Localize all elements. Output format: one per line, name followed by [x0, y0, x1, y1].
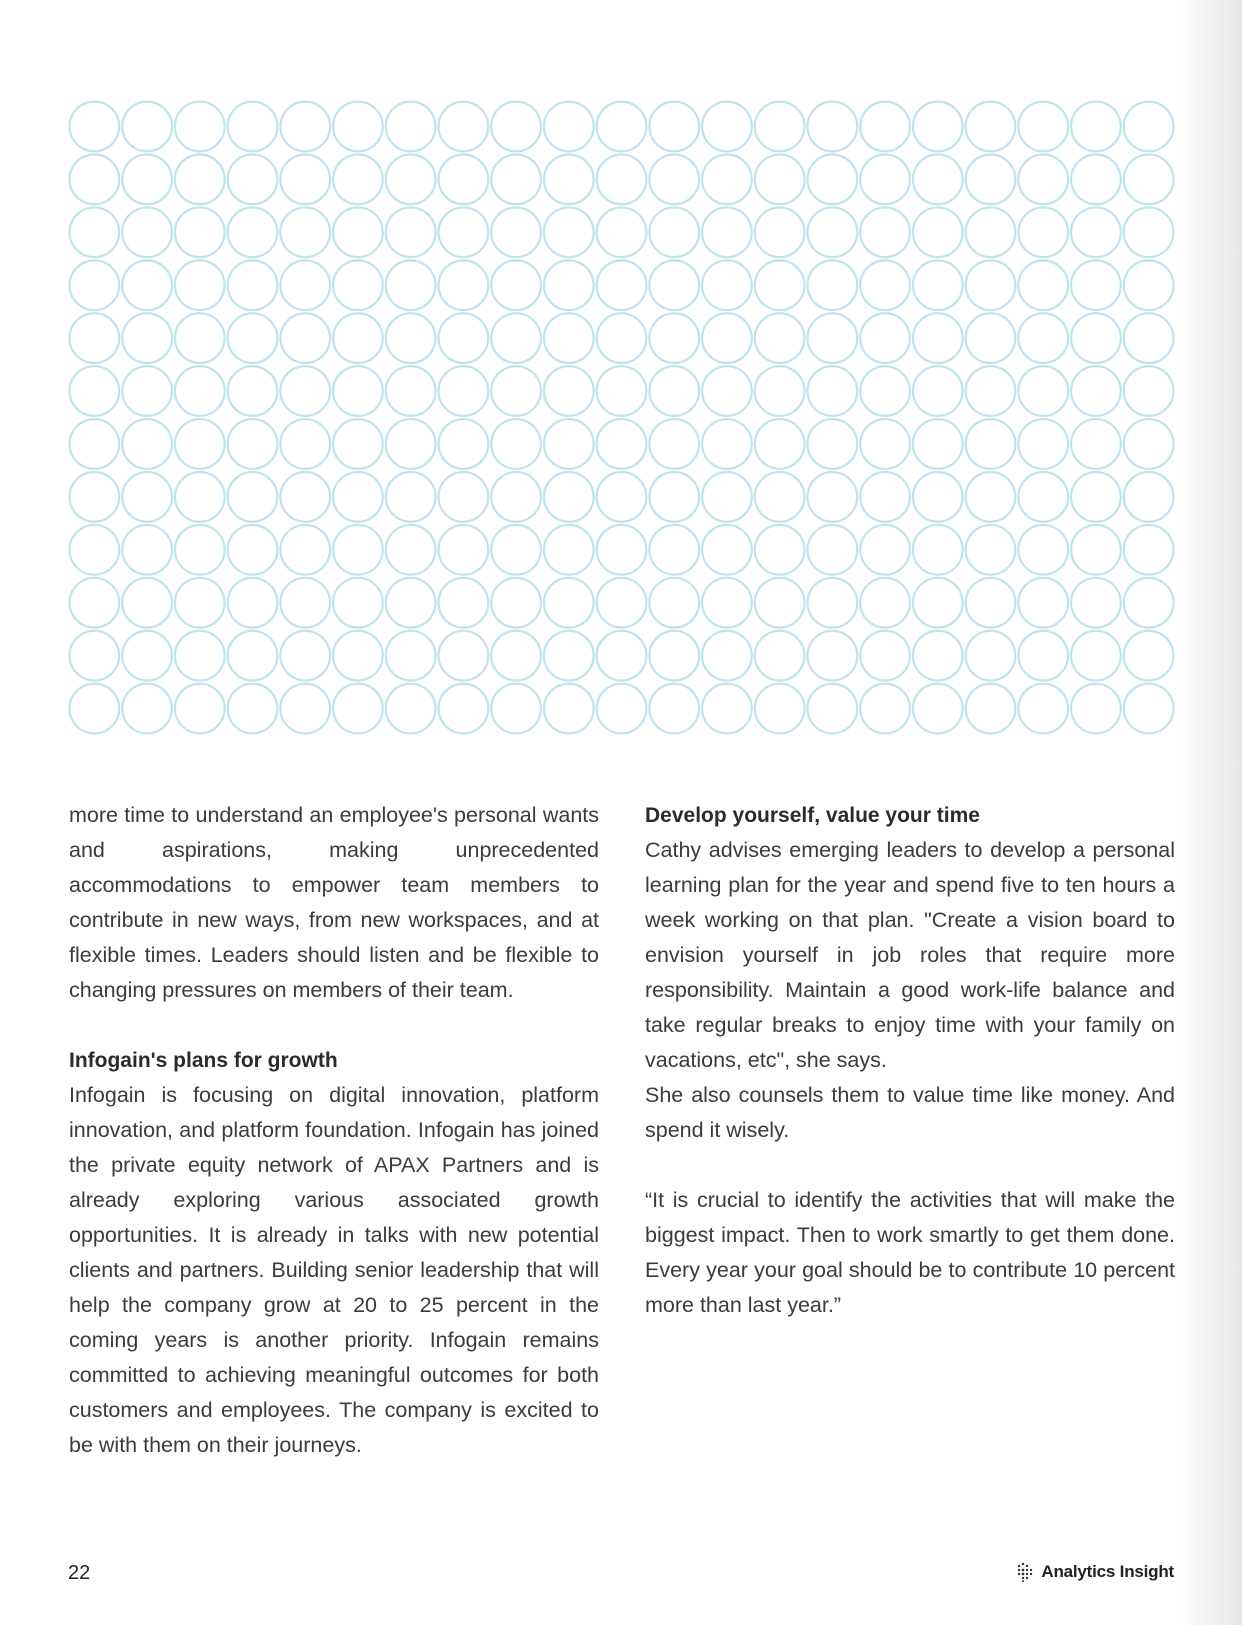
pattern-circle	[333, 155, 383, 205]
pattern-circle	[702, 102, 752, 152]
pattern-circle	[702, 525, 752, 575]
pattern-circle	[1071, 631, 1121, 681]
pattern-circle	[439, 366, 489, 416]
pattern-circle	[808, 260, 858, 310]
develop-heading: Develop yourself, value your time	[645, 804, 980, 827]
pattern-circle	[386, 578, 436, 628]
pattern-circle	[860, 366, 910, 416]
circle-pattern-svg	[68, 100, 1175, 735]
pattern-circle	[70, 472, 120, 522]
pattern-circle	[755, 260, 805, 310]
pattern-circle	[333, 207, 383, 257]
pattern-circle	[1124, 631, 1174, 681]
pattern-circle	[386, 102, 436, 152]
pattern-circle	[386, 260, 436, 310]
pattern-circle	[1018, 207, 1068, 257]
pattern-circle	[439, 472, 489, 522]
value-time-paragraph: She also counsels them to value time like money. And spend it wisely.	[645, 1083, 1175, 1142]
page-edge-shadow	[1178, 0, 1242, 1625]
pattern-circle	[439, 525, 489, 575]
pattern-circle	[1071, 313, 1121, 363]
pattern-circle	[70, 684, 120, 734]
pattern-circle	[702, 631, 752, 681]
pattern-circle	[122, 102, 172, 152]
pattern-circle	[649, 472, 699, 522]
pattern-circle	[228, 684, 278, 734]
pattern-circle	[966, 366, 1016, 416]
pattern-circle	[649, 631, 699, 681]
pattern-circle	[1071, 155, 1121, 205]
decorative-circle-pattern	[68, 100, 1175, 735]
pattern-circle	[702, 260, 752, 310]
pattern-circle	[1124, 366, 1174, 416]
pattern-circle	[808, 102, 858, 152]
intro-paragraph: more time to understand an employee's personal wants and aspirations, making unprecedented accommodations to empower team members to contribute in new ways, from new workspaces, and at flexible times. Leaders should listen and be flexible to changing pressures on members of their team.	[69, 803, 599, 1002]
pattern-circle	[1018, 419, 1068, 469]
right-column	[645, 798, 1175, 1323]
pattern-circle	[386, 525, 436, 575]
pattern-circle	[755, 684, 805, 734]
pattern-circle	[966, 684, 1016, 734]
pattern-circle	[860, 472, 910, 522]
pattern-circle	[1071, 260, 1121, 310]
pattern-circle	[491, 525, 541, 575]
pattern-circle	[649, 155, 699, 205]
pattern-circle	[280, 472, 330, 522]
pattern-circle	[175, 419, 225, 469]
pattern-circle	[755, 313, 805, 363]
pattern-circle	[808, 578, 858, 628]
pattern-circle	[913, 684, 963, 734]
pattern-circle	[860, 525, 910, 575]
pattern-circle	[808, 366, 858, 416]
pattern-circle	[808, 472, 858, 522]
pattern-circle	[1071, 684, 1121, 734]
pattern-circle	[280, 578, 330, 628]
pattern-circle	[1124, 684, 1174, 734]
pattern-circle	[491, 155, 541, 205]
pattern-circle	[649, 578, 699, 628]
pattern-circle	[1071, 472, 1121, 522]
pattern-circle	[228, 366, 278, 416]
pattern-circle	[649, 102, 699, 152]
pattern-circle	[544, 684, 594, 734]
pattern-circle	[228, 419, 278, 469]
pattern-circle	[122, 631, 172, 681]
pattern-circle	[333, 578, 383, 628]
pattern-circle	[544, 525, 594, 575]
pattern-circle	[175, 155, 225, 205]
pattern-circle	[1018, 578, 1068, 628]
pattern-circle	[1124, 472, 1174, 522]
pattern-circle	[228, 313, 278, 363]
pattern-circle	[1071, 207, 1121, 257]
pattern-circle	[860, 207, 910, 257]
pattern-circle	[966, 102, 1016, 152]
pattern-circle	[860, 260, 910, 310]
pattern-circle	[597, 102, 647, 152]
pattern-circle	[913, 260, 963, 310]
pattern-circle	[544, 155, 594, 205]
pattern-circle	[544, 313, 594, 363]
pattern-circle	[122, 366, 172, 416]
pattern-circle	[755, 472, 805, 522]
pattern-circle	[597, 366, 647, 416]
pattern-circle	[122, 207, 172, 257]
pattern-circle	[702, 155, 752, 205]
pattern-circle	[280, 525, 330, 575]
pattern-circle	[913, 578, 963, 628]
pattern-circle	[175, 631, 225, 681]
pattern-circle	[1124, 578, 1174, 628]
brand-name: Analytics Insight	[1041, 1562, 1174, 1581]
pattern-circle	[649, 684, 699, 734]
pattern-circle	[228, 631, 278, 681]
pattern-circle	[755, 366, 805, 416]
pattern-circle	[333, 631, 383, 681]
pattern-circle	[544, 102, 594, 152]
pattern-circle	[228, 472, 278, 522]
pattern-circle	[702, 578, 752, 628]
pattern-circle	[649, 260, 699, 310]
pattern-circle	[1071, 366, 1121, 416]
pattern-circle	[966, 631, 1016, 681]
pattern-circle	[122, 525, 172, 575]
pattern-circle	[597, 419, 647, 469]
pattern-circle	[491, 631, 541, 681]
pattern-circle	[808, 419, 858, 469]
pattern-circle	[70, 525, 120, 575]
pattern-circle	[1071, 525, 1121, 575]
pattern-circle	[808, 684, 858, 734]
pattern-circle	[966, 525, 1016, 575]
pattern-circle	[333, 260, 383, 310]
pattern-circle	[913, 419, 963, 469]
pattern-circle	[228, 525, 278, 575]
pattern-circle	[1124, 525, 1174, 575]
pattern-circle	[280, 684, 330, 734]
growth-heading: Infogain's plans for growth	[69, 1049, 338, 1072]
pattern-circle	[808, 313, 858, 363]
pattern-circle	[702, 684, 752, 734]
pattern-circle	[122, 684, 172, 734]
pattern-circle	[597, 260, 647, 310]
pattern-circle	[280, 366, 330, 416]
pattern-circle	[913, 207, 963, 257]
pattern-circle	[702, 313, 752, 363]
pattern-circle	[439, 313, 489, 363]
pattern-circle	[1124, 419, 1174, 469]
pattern-circle	[1124, 260, 1174, 310]
pattern-circle	[544, 207, 594, 257]
left-column	[69, 798, 599, 1463]
pattern-circle	[755, 207, 805, 257]
pattern-circle	[386, 207, 436, 257]
pattern-circle	[966, 207, 1016, 257]
pattern-circle	[966, 578, 1016, 628]
pattern-circle	[280, 313, 330, 363]
pattern-circle	[439, 684, 489, 734]
pattern-circle	[280, 207, 330, 257]
pattern-circle	[860, 631, 910, 681]
develop-paragraph: Cathy advises emerging leaders to develop a personal learning plan for the year and spend five to ten hours a week working on that plan. "Create a vision board to envision yourself in job roles that require more responsibility. Maintain a good work-life balance and take regular breaks to enjoy time with your family on vacations, etc", she says.	[645, 838, 1175, 1072]
pattern-circle	[544, 260, 594, 310]
pattern-circle	[386, 419, 436, 469]
pattern-circle	[966, 419, 1016, 469]
pattern-circle	[544, 631, 594, 681]
pattern-circle	[280, 631, 330, 681]
pattern-circle	[755, 631, 805, 681]
pattern-circle	[1124, 313, 1174, 363]
pattern-circle	[1124, 207, 1174, 257]
pattern-circle	[175, 207, 225, 257]
pattern-circle	[70, 419, 120, 469]
pattern-circle	[491, 313, 541, 363]
pattern-circle	[649, 525, 699, 575]
pattern-circle	[333, 684, 383, 734]
pattern-circle	[333, 313, 383, 363]
pattern-circle	[702, 419, 752, 469]
growth-paragraph: Infogain is focusing on digital innovation, platform innovation, and platform foundation. Infogain has joined the private equity network of APAX Partners and is already exploring various associated growth opportunities. It is already in talks with new potential clients and partners. Building senior leadership that will help the company grow at 20 to 25 percent in the coming years is another priority. Infogain remains committed to achieving meaningful outcomes for both customers and employees. The company is excited to be with them on their journeys.	[69, 1083, 599, 1457]
pattern-circle	[1071, 102, 1121, 152]
pattern-circle	[228, 155, 278, 205]
pattern-circle	[70, 207, 120, 257]
pattern-circle	[860, 155, 910, 205]
pattern-circle	[544, 419, 594, 469]
pattern-circle	[702, 207, 752, 257]
pattern-circle	[175, 102, 225, 152]
pattern-circle	[491, 578, 541, 628]
pattern-circle	[228, 578, 278, 628]
pattern-circle	[860, 313, 910, 363]
pattern-circle	[491, 260, 541, 310]
pattern-circle	[597, 525, 647, 575]
pattern-circle	[597, 313, 647, 363]
pattern-circle	[386, 631, 436, 681]
pattern-circle	[175, 260, 225, 310]
pattern-circle	[649, 207, 699, 257]
pattern-circle	[122, 260, 172, 310]
pattern-circle	[966, 155, 1016, 205]
pattern-circle	[386, 155, 436, 205]
pattern-circle	[702, 472, 752, 522]
pattern-circle	[333, 419, 383, 469]
pattern-circle	[544, 366, 594, 416]
pattern-circle	[70, 578, 120, 628]
pattern-circle	[913, 155, 963, 205]
pattern-circle	[333, 472, 383, 522]
pattern-circle	[439, 207, 489, 257]
pattern-circle	[808, 525, 858, 575]
pattern-circle	[1018, 155, 1068, 205]
pattern-circle	[649, 313, 699, 363]
pattern-circle	[597, 684, 647, 734]
pattern-circle	[1018, 472, 1068, 522]
pattern-circle	[228, 207, 278, 257]
pattern-circle	[913, 313, 963, 363]
pattern-circle	[755, 155, 805, 205]
pattern-circle	[439, 155, 489, 205]
pattern-circle	[280, 102, 330, 152]
pattern-circle	[386, 472, 436, 522]
pattern-circle	[544, 578, 594, 628]
pattern-circle	[649, 419, 699, 469]
pattern-circle	[70, 102, 120, 152]
pattern-circle	[122, 419, 172, 469]
pattern-circle	[755, 525, 805, 575]
pattern-circle	[70, 260, 120, 310]
pattern-circle	[439, 419, 489, 469]
pattern-circle	[597, 578, 647, 628]
pattern-circle	[491, 419, 541, 469]
pattern-circle	[808, 631, 858, 681]
pattern-circle	[386, 684, 436, 734]
pattern-circle	[333, 366, 383, 416]
pattern-circle	[597, 207, 647, 257]
quote-paragraph: “It is crucial to identify the activities that will make the biggest impact. Then to work smartly to get them done. Every year your goal should be to contribute 10 percent more than last year.”	[645, 1188, 1175, 1317]
pattern-circle	[597, 155, 647, 205]
pattern-circle	[491, 366, 541, 416]
pattern-circle	[333, 102, 383, 152]
pattern-circle	[1018, 366, 1068, 416]
pattern-circle	[1071, 419, 1121, 469]
pattern-circle	[491, 102, 541, 152]
dot-grid-logo-icon	[1015, 1562, 1035, 1582]
pattern-circle	[649, 366, 699, 416]
pattern-circle	[175, 472, 225, 522]
pattern-circle	[913, 472, 963, 522]
pattern-circle	[597, 472, 647, 522]
pattern-circle	[913, 525, 963, 575]
pattern-circle	[491, 472, 541, 522]
pattern-circle	[122, 155, 172, 205]
pattern-circle	[755, 102, 805, 152]
pattern-circle	[386, 313, 436, 363]
pattern-circle	[491, 207, 541, 257]
pattern-circle	[1018, 313, 1068, 363]
pattern-circle	[122, 313, 172, 363]
pattern-circle	[175, 684, 225, 734]
pattern-circle	[913, 631, 963, 681]
pattern-circle	[439, 102, 489, 152]
pattern-circle	[860, 578, 910, 628]
pattern-circle	[544, 472, 594, 522]
pattern-circle	[280, 260, 330, 310]
pattern-circle	[280, 155, 330, 205]
pattern-circle	[1124, 155, 1174, 205]
pattern-circle	[70, 366, 120, 416]
pattern-circle	[755, 419, 805, 469]
pattern-circle	[860, 419, 910, 469]
page-number: 22	[68, 1562, 91, 1584]
pattern-circle	[439, 260, 489, 310]
pattern-circle	[966, 260, 1016, 310]
pattern-circle	[860, 102, 910, 152]
pattern-circle	[913, 102, 963, 152]
pattern-circle	[175, 578, 225, 628]
pattern-circle	[175, 366, 225, 416]
pattern-circle	[175, 313, 225, 363]
pattern-circle	[1071, 578, 1121, 628]
pattern-circle	[860, 684, 910, 734]
pattern-circle	[1018, 525, 1068, 575]
pattern-circle	[333, 525, 383, 575]
pattern-circle	[808, 207, 858, 257]
pattern-circle	[122, 578, 172, 628]
pattern-circle	[755, 578, 805, 628]
pattern-circle	[386, 366, 436, 416]
pattern-circle	[491, 684, 541, 734]
pattern-circle	[1018, 631, 1068, 681]
pattern-circle	[1018, 102, 1068, 152]
pattern-circle	[228, 260, 278, 310]
pattern-circle	[70, 631, 120, 681]
pattern-circle	[1018, 684, 1068, 734]
pattern-circle	[70, 313, 120, 363]
brand-footer	[1015, 1562, 1174, 1582]
pattern-circle	[966, 313, 1016, 363]
pattern-circle	[808, 155, 858, 205]
pattern-circle	[175, 525, 225, 575]
pattern-circle	[439, 578, 489, 628]
pattern-circle	[966, 472, 1016, 522]
pattern-circle	[597, 631, 647, 681]
pattern-circle	[1018, 260, 1068, 310]
pattern-circle	[228, 102, 278, 152]
pattern-circle	[702, 366, 752, 416]
pattern-circle	[280, 419, 330, 469]
pattern-circle	[70, 155, 120, 205]
pattern-circle	[439, 631, 489, 681]
pattern-circle	[913, 366, 963, 416]
pattern-circle	[1124, 102, 1174, 152]
pattern-circle	[122, 472, 172, 522]
